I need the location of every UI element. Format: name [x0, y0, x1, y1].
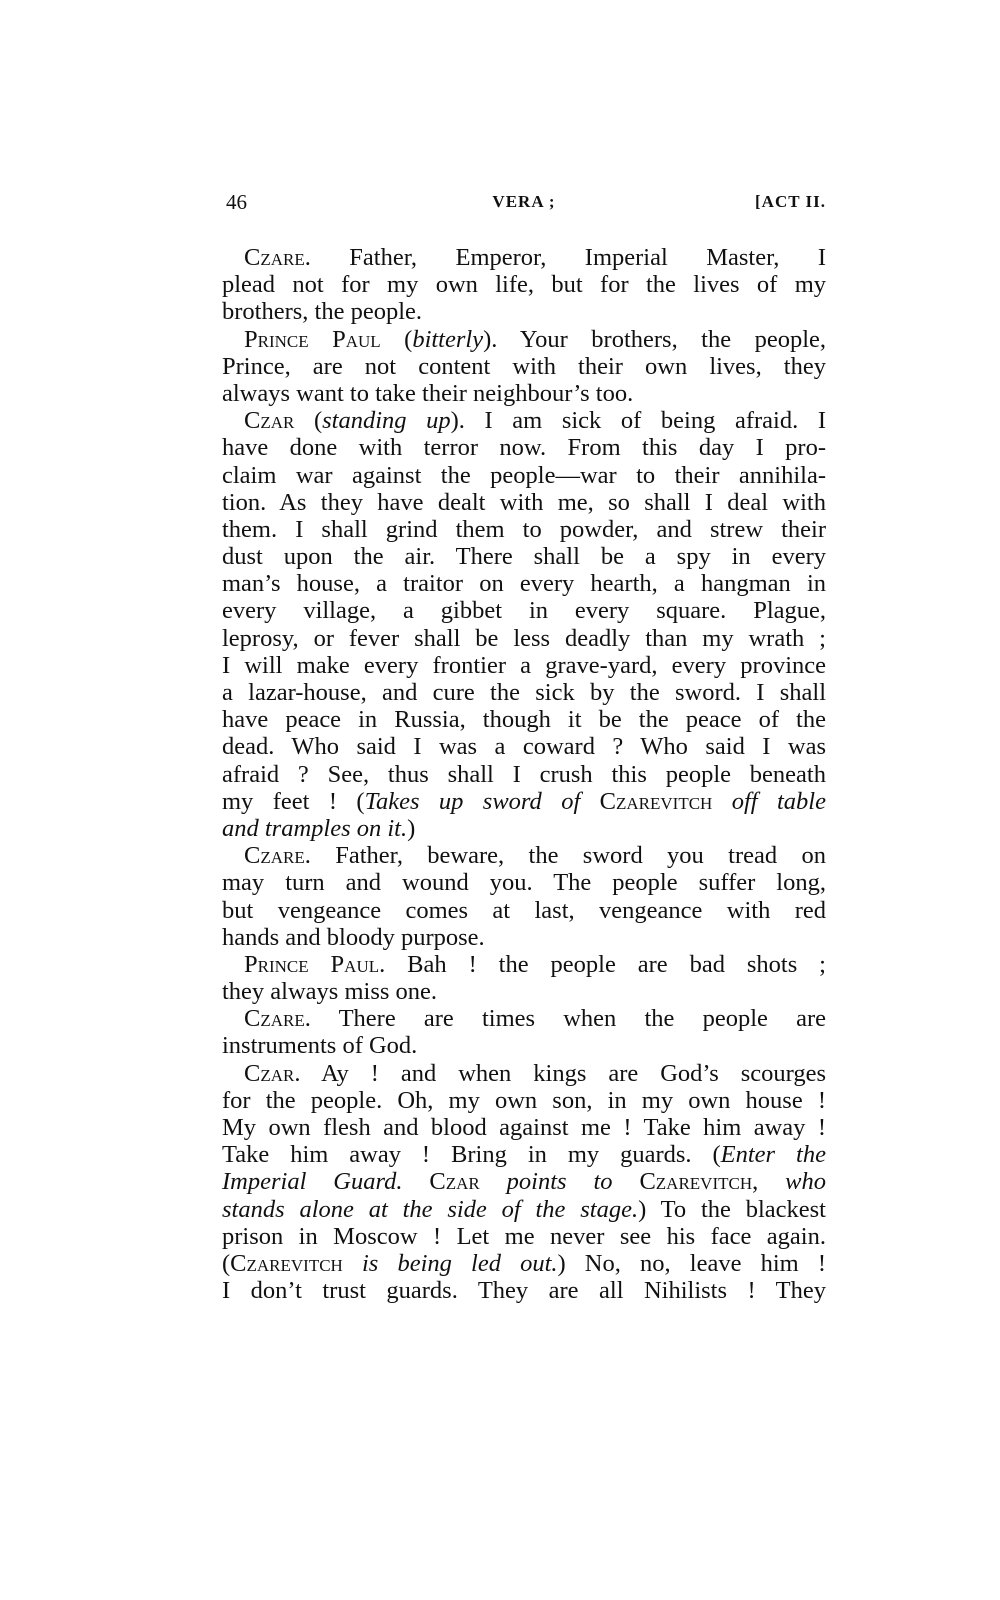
speaker-name: Czar: [402, 1168, 507, 1196]
speaker-name: Czare.: [244, 842, 311, 870]
text-line: [222, 1223, 826, 1250]
text-line: [222, 543, 826, 570]
text-line: [222, 924, 826, 951]
text-line: [222, 842, 826, 869]
stage-direction: who: [758, 1168, 826, 1196]
text-line: [222, 897, 826, 924]
text-line: [222, 298, 826, 325]
text-line: [222, 679, 826, 706]
text-line: [222, 462, 826, 489]
dialogue-text: ). I am sick of being afraid. I: [450, 407, 826, 435]
dialogue-text: afraid ? See, thus shall I crush this people beneath: [222, 760, 826, 788]
text-line: [222, 271, 826, 298]
dialogue-text: (: [294, 407, 323, 435]
dialogue-text: for the people. Oh, my own son, in my own house !: [222, 1086, 826, 1114]
dialogue-text: dead. Who said I was a coward ? Who said I was: [222, 733, 826, 761]
dialogue-text: Bah ! the people are bad shots ;: [385, 950, 826, 978]
speaker-name: Czarevitch: [230, 1249, 343, 1277]
text-line: [222, 326, 826, 353]
dialogue-text: my feet ! (: [222, 787, 365, 815]
dialogue-text: may turn and wound you. The people suffer long,: [222, 869, 826, 897]
dialogue-text: tion. As they have dealt with me, so shall I deal with: [222, 488, 826, 516]
text-line: [222, 434, 826, 461]
stage-direction: and tramples on it.: [222, 814, 408, 842]
text-line: [222, 489, 826, 516]
stage-direction: Enter the: [720, 1141, 826, 1169]
stage-direction: bitterly: [412, 325, 484, 353]
dialogue-text: but vengeance comes at last, vengeance with red: [222, 896, 826, 924]
speaker-name: Czarevitch,: [612, 1168, 759, 1196]
dialogue-text: instruments of God.: [222, 1032, 418, 1060]
dialogue-text: them. I shall grind them to powder, and strew their: [222, 515, 826, 543]
text-line: [222, 407, 826, 434]
text-line: [222, 380, 826, 407]
dialogue-text: a lazar-house, and cure the sick by the sword. I shall: [222, 679, 826, 706]
dialogue-text: claim war against the people—war to their annihila-: [222, 461, 826, 489]
speaker-name: Czarevitch: [580, 787, 732, 815]
act-label: [ACT II.: [755, 192, 826, 211]
book-page: [222, 190, 826, 1304]
dialogue-text: (: [380, 325, 413, 353]
text-line: [222, 1141, 826, 1168]
text-line: [222, 1277, 826, 1304]
text-line: [222, 706, 826, 733]
text-line: [222, 733, 826, 760]
text-line: [222, 570, 826, 597]
text-line: [222, 1196, 826, 1223]
speaker-name: Prince Paul: [244, 325, 381, 353]
dialogue-text: My own flesh and blood against me ! Take him away !: [222, 1114, 826, 1141]
dialogue-text: man’s house, a traitor on every hearth, a hangman in: [222, 570, 826, 598]
stage-direction: Imperial Guard.: [222, 1168, 403, 1196]
speaker-name: Prince Paul.: [244, 950, 386, 978]
page-number: 46: [226, 190, 247, 214]
dialogue-text: ) To the blackest: [638, 1195, 826, 1223]
speaker-name: Czare.: [244, 244, 311, 271]
dialogue-text: I don’t trust guards. They are all Nihilists ! They: [222, 1277, 826, 1305]
text-line: [222, 652, 826, 679]
dialogue-text: hands and bloody purpose.: [222, 923, 485, 951]
text-line: [222, 516, 826, 543]
speaker-name: Czar.: [244, 1059, 301, 1087]
dialogue-text: Prince, are not content with their own lives, they: [222, 352, 826, 380]
dialogue-text: dust upon the air. There shall be a spy in every: [222, 543, 826, 571]
stage-direction: Takes up sword of: [364, 787, 581, 815]
dialogue-text: There are times when the people are: [310, 1005, 826, 1033]
stage-direction: is being led out.: [342, 1249, 558, 1277]
dialogue-text: have done with terror now. From this day I pro-: [222, 434, 826, 462]
stage-direction: points to: [506, 1168, 613, 1196]
text-line: [222, 1005, 826, 1032]
text-line: [222, 353, 826, 380]
dialogue-text: always want to take their neighbour’s too.: [222, 379, 634, 407]
dialogue-text: leprosy, or fever shall be less deadly than my wrath ;: [222, 624, 826, 652]
dialogue-text: ): [407, 814, 416, 842]
dialogue-text: they always miss one.: [222, 978, 438, 1006]
dialogue-text: I will make every frontier a grave-yard, every province: [222, 651, 826, 679]
text-line: [222, 1087, 826, 1114]
text-line: [222, 1032, 826, 1059]
dialogue-text: ) No, no, leave him !: [557, 1249, 826, 1277]
stage-direction: off table: [731, 787, 826, 815]
text-line: [222, 815, 826, 842]
speaker-name: Czare.: [244, 1005, 311, 1033]
text-line: [222, 625, 826, 652]
text-line: [222, 597, 826, 624]
text-line: [222, 1168, 826, 1195]
text-line: [222, 1114, 826, 1141]
text-line: [222, 244, 826, 271]
text-line: [222, 1060, 826, 1087]
dialogue-text: Ay ! and when kings are God’s scourges: [300, 1059, 826, 1087]
text-line: [222, 978, 826, 1005]
dialogue-text: Father, Emperor, Imperial Master, I: [310, 244, 826, 271]
dialogue-text: brothers, the people.: [222, 298, 423, 326]
dialogue-text: ). Your brothers, the people,: [483, 325, 826, 353]
text-line: [222, 761, 826, 788]
dialogue-text: plead not for my own life, but for the lives of my: [222, 271, 826, 299]
text-line: [222, 1250, 826, 1277]
dialogue-text: (: [222, 1249, 231, 1277]
text-line: [222, 788, 826, 815]
running-head: [222, 190, 826, 220]
speaker-name: Czar: [244, 407, 295, 435]
stage-direction: stands alone at the side of the stage.: [222, 1195, 639, 1223]
play-text: [222, 244, 826, 1304]
text-line: [222, 951, 826, 978]
stage-direction: standing up: [322, 407, 451, 435]
dialogue-text: have peace in Russia, though it be the peace of the: [222, 706, 826, 734]
dialogue-text: Father, beware, the sword you tread on: [310, 842, 826, 870]
text-line: [222, 869, 826, 896]
dialogue-text: every village, a gibbet in every square. Plague,: [222, 597, 826, 625]
running-title: VERA ;: [492, 192, 556, 211]
dialogue-text: Take him away ! Bring in my guards. (: [222, 1141, 721, 1169]
dialogue-text: prison in Moscow ! Let me never see his face again.: [222, 1222, 826, 1250]
